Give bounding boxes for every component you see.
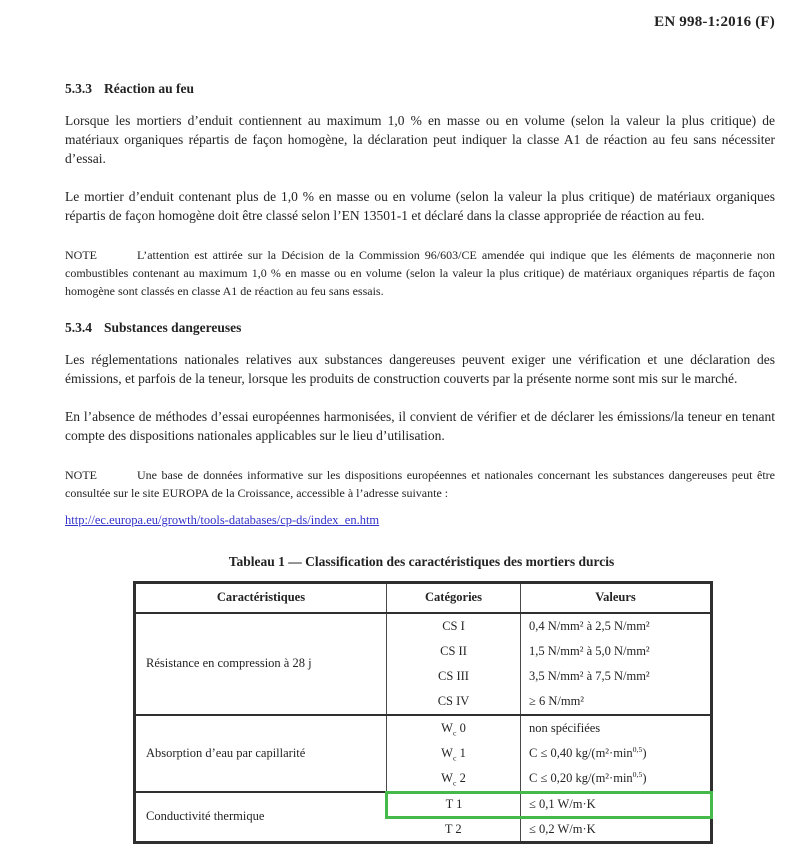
category-value: $W_c$ 1 <box>441 745 466 762</box>
categories-cell <box>387 613 521 715</box>
value-text: C ≤ 0,20 $kg/(m^2\cdot\min^{0,5})$ <box>529 769 647 785</box>
categories-cell <box>387 715 521 793</box>
table-title: Tableau 1 — Classification des caractéristiques des mortiers durcis <box>228 554 615 569</box>
category-value: T 2 <box>387 817 521 842</box>
note-text: L’attention est attirée sur la Décision de la Commission 96/603/CE amendée qui indique que les éléments de maçonnerie non combustibles contenant au maximum 1,0 % en masse ou en volume (selon la valeur la plus critique) de matériaux organiques répartis de façon homogène sont classés en classe A1 de réaction au feu sans essais. <box>65 248 775 298</box>
category-value: CS III <box>438 668 469 683</box>
characteristic-cell: Absorption d’eau par capillarité <box>135 715 387 793</box>
table-row-compression <box>135 613 712 715</box>
table-row-conductivity-t1-highlighted <box>135 792 712 817</box>
note-paragraph <box>65 246 775 300</box>
column-header-values: Valeurs <box>521 583 712 613</box>
classification-table <box>133 581 713 844</box>
paragraph: Le mortier d’enduit contenant plus de 1,0 % en masse ou en volume (selon la valeur la plus critique) de matériaux organiques répartis de façon homogène doit être classé selon l’EN 13501-1 et déclaré dans la classe appropriée de réaction au feu. <box>65 189 775 223</box>
column-header-categories: Catégories <box>387 583 521 613</box>
values-cell <box>521 715 712 793</box>
values-cell <box>521 613 712 715</box>
section-number: 5.3.4 <box>65 320 92 335</box>
table-header-row <box>135 583 712 613</box>
value-text: 3,5 N/mm² à 7,5 N/mm² <box>529 668 650 683</box>
section-title: Substances dangereuses <box>104 320 242 335</box>
category-value: T 1 <box>387 792 521 817</box>
value-text: C ≤ 0,40 $kg/(m^2\cdot\min^{0,5})$ <box>529 744 647 760</box>
document-reference: EN 998-1:2016 (F) <box>654 14 775 30</box>
note-text: Une base de données informative sur les dispositions européennes et nationales concernant les substances dangereuses peut être consultée sur le site EUROPA de la Croissance, accessible à l’adresse suivante : <box>65 468 775 500</box>
value-text: ≥ 6 N/mm² <box>529 693 585 708</box>
value-text: 0,4 N/mm² à 2,5 N/mm² <box>529 618 650 633</box>
characteristic-cell: Conductivité thermique <box>135 792 387 842</box>
value-text: ≤ 0,2 W/m·K <box>521 817 712 842</box>
note-label: NOTE <box>65 248 97 262</box>
category-value: $W_c$ 2 <box>441 770 466 787</box>
section-heading-5-3-4 <box>65 320 775 336</box>
section-title: Réaction au feu <box>104 81 194 96</box>
characteristic-cell: Résistance en compression à 28 j <box>146 656 312 670</box>
link-line <box>65 513 775 528</box>
category-value: CS II <box>440 643 467 658</box>
europa-database-link[interactable]: http://ec.europa.eu/growth/tools-databases/cp-ds/index_en.htm <box>65 513 380 527</box>
value-text: ≤ 0,1 W/m·K <box>521 792 712 817</box>
column-header-characteristics: Caractéristiques <box>135 583 387 613</box>
note-paragraph <box>65 466 775 502</box>
paragraph: Lorsque les mortiers d’enduit contiennent au maximum 1,0 % en masse ou en volume (selon la valeur la plus critique) de matériaux organiques répartis de façon homogène, la déclaration peut indiquer la classe A1 de réaction au feu sans nécessiter d’essai. <box>65 113 775 166</box>
paragraph: En l’absence de méthodes d’essai européennes harmonisées, il convient de vérifier et de déclarer les émissions/la teneur en tenant compte des dispositions nationales applicables sur le lieu d’utilisation. <box>65 409 775 443</box>
value-text: non spécifiées <box>529 720 601 735</box>
note-label: NOTE <box>65 468 97 482</box>
category-value: CS IV <box>437 693 470 708</box>
category-value: $W_c$ 0 <box>441 720 466 737</box>
table-row-absorption <box>135 715 712 793</box>
section-number: 5.3.3 <box>65 81 92 96</box>
section-heading-5-3-3 <box>65 81 775 97</box>
value-text: 1,5 N/mm² à 5,0 N/mm² <box>529 643 650 658</box>
paragraph: Les réglementations nationales relatives aux substances dangereuses peuvent exiger une vérification et une déclaration des émissions, et parfois de la teneur, lorsque les produits de construction couverts par la présente norme sont mis sur le marché. <box>65 352 775 386</box>
category-value: CS I <box>442 618 465 633</box>
